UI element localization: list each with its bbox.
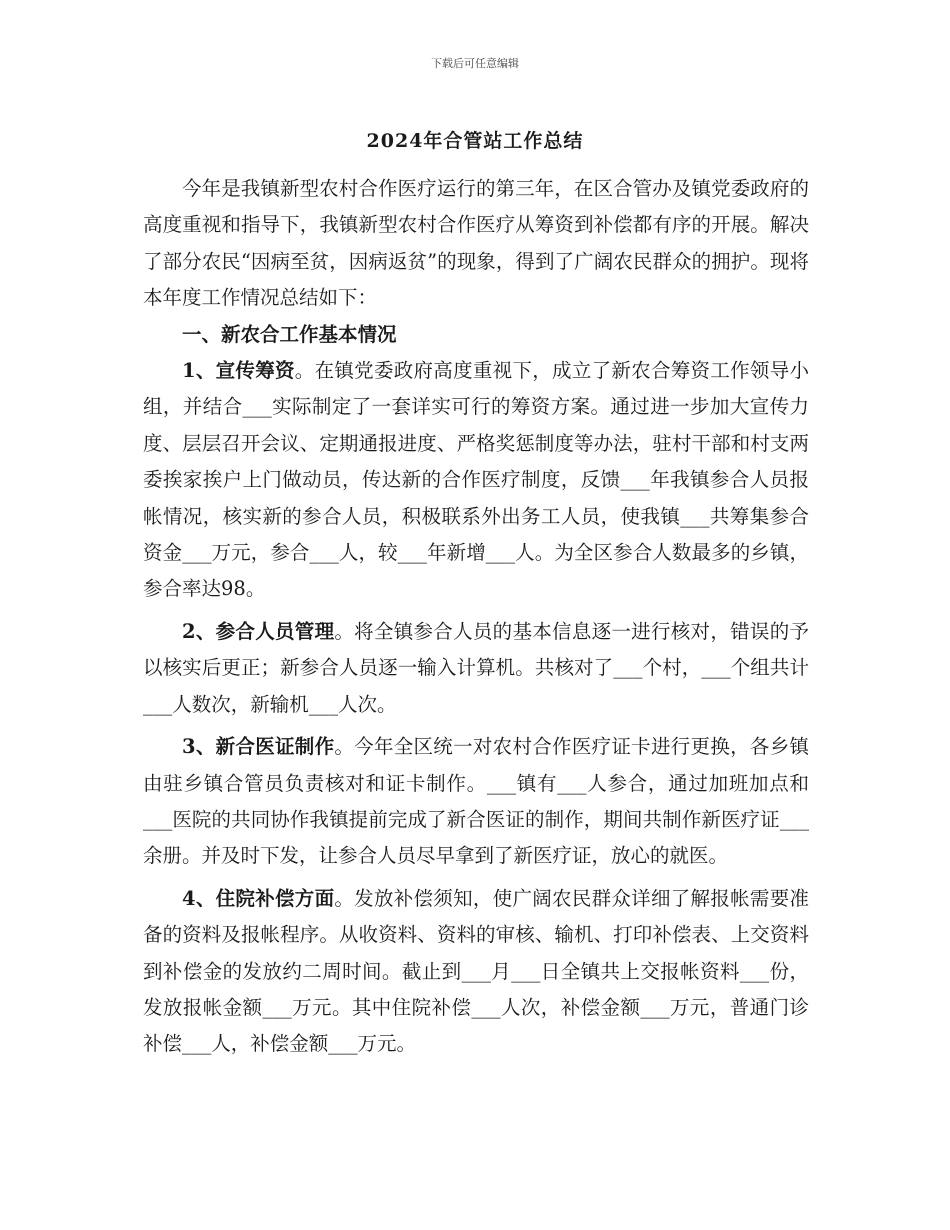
paragraph-text: 。将全镇参合人员的基本信息逐一进行核对，错误的予以核实后更正；新参合人员逐一输入计算机。共核对了___个村，___个组共计___人数次，新输机___人次。 bbox=[143, 619, 809, 716]
document-title: 2024年合管站工作总结 bbox=[366, 130, 584, 152]
section-heading bbox=[143, 317, 809, 353]
paragraph-lead: 2、参合人员管理 bbox=[182, 619, 335, 643]
paragraph-lead: 4、住院补偿方面 bbox=[182, 886, 335, 910]
paragraph-text: 。在镇党委政府高度重视下，成立了新农合筹资工作领导小组，并结合___实际制定了一套详实可行的筹资方案。通过进一步加大宣传力度、层层召开会议、定期通报进度、严格奖惩制度等办法，驻村干部和村支两委挨家挨户上门做动员，传达新的合作医疗制度，反馈___年我镇参合人员报帐情况，核实新的参合人员，积极联系外出务工人员，使我镇___共筹集参合资金___万元，参合___人，较___年新增___人。为全区参合人数最多的乡镇，参合率达98。 bbox=[143, 359, 809, 601]
paragraph-hospital-compensation bbox=[143, 881, 809, 1063]
paragraph-text: 。今年全区统一对农村合作医疗证卡进行更换，各乡镇由驻乡镇合管员负责核对和证卡制作。___镇有___人参合，通过加班加点和___医院的共同协作我镇提前完成了新合医证的制作，期间共制作新医疗证___余册。并及时下发，让参合人员尽早拿到了新医疗证，放心的就医。 bbox=[143, 735, 809, 868]
paragraph-member-management bbox=[143, 614, 809, 723]
paragraph-text: 今年是我镇新型农村合作医疗运行的第三年，在区合管办及镇党委政府的高度重视和指导下，我镇新型农村合作医疗从筹资到补偿都有序的开展。解决了部分农民“因病至贫，因病返贫”的现象，得到了广阔农民群众的拥护。现将本年度工作情况总结如下： bbox=[143, 177, 809, 310]
paragraph-lead: 1、宣传筹资 bbox=[182, 359, 295, 383]
intro-paragraph bbox=[143, 171, 809, 317]
document-body bbox=[143, 171, 809, 1063]
header-note: 下载后可任意编辑 bbox=[431, 57, 519, 70]
section-heading-text: 一、新农合工作基本情况 bbox=[182, 322, 397, 346]
paragraph-lead: 3、新合医证制作 bbox=[182, 735, 335, 759]
paragraph-publicity-funding bbox=[143, 353, 809, 608]
paragraph-text: 。发放补偿须知，使广阔农民群众详细了解报帐需要准备的资料及报帐程序。从收资料、资料的审核、输机、打印补偿表、上交资料到补偿金的发放约二周时间。截止到___月___日全镇共上交报帐资料___份，发放报帐金额___万元。其中住院补偿___人次，补偿金额___万元，普通门诊补偿___人，补偿金额___万元。 bbox=[143, 886, 809, 1056]
paragraph-card-production bbox=[143, 729, 809, 875]
